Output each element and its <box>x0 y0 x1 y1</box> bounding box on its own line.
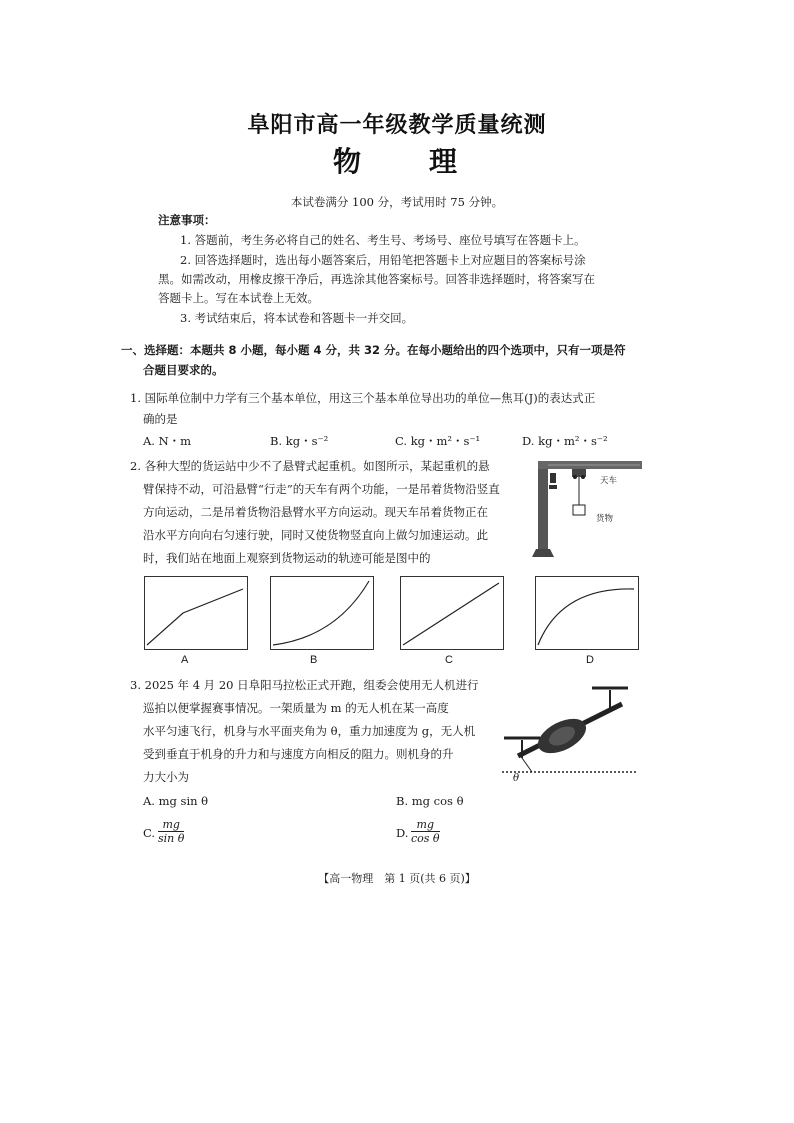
trajectory-graph-a <box>144 576 248 650</box>
q2-stem-line-2: 臂保持不动，可沿悬臂“行走”的天车有两个功能，一是吊着货物沿竖直 <box>143 482 500 496</box>
crane-label-cargo: 货物 <box>596 513 614 523</box>
q1-option-b: B. kg・s⁻² <box>270 434 329 448</box>
crane-figure <box>528 455 648 560</box>
exam-title: 阜阳市高一年级教学质量统测 <box>247 113 547 138</box>
q3-stem-line-3: 水平匀速飞行，机身与水平面夹角为 θ，重力加速度为 g，无人机 <box>143 724 476 738</box>
section-1-heading-line-1: 一、选择题：本题共 8 小题，每小题 4 分，共 32 分。在每小题给出的四个选项中，只有一项是符 <box>121 343 626 357</box>
notice-item-2-line-1: 2. 回答选择题时，选出每小题答案后，用铅笔把答题卡上对应题目的答案标号涂 <box>180 253 586 267</box>
q3-option-d-fraction <box>411 818 440 845</box>
q3-option-a: A. mg sin θ <box>143 794 209 808</box>
drone-figure <box>492 680 642 780</box>
q3-option-c-numerator: mg <box>158 818 184 832</box>
q2-stem-line-3: 方向运动，二是吊着货物沿悬臂水平方向运动。现天车吊着货物正在 <box>143 505 488 519</box>
q1-stem-line-1: 1. 国际单位制中力学有三个基本单位，用这三个基本单位导出功的单位—焦耳(J)的表达式正 <box>130 391 596 405</box>
q3-stem-line-4: 受到垂直于机身的升力和与速度方向相反的阻力。则机身的升 <box>143 747 454 761</box>
graph-label-c: C <box>445 654 453 666</box>
q1-option-a: A. N・m <box>143 434 192 448</box>
q3-option-b: B. mg cos θ <box>396 794 464 808</box>
q3-stem-line-2: 巡拍以便掌握赛事情况。一架质量为 m 的无人机在某一高度 <box>143 701 449 715</box>
section-1-heading-line-2: 合题目要求的。 <box>143 363 224 377</box>
q3-option-d-denominator: cos θ <box>411 832 440 845</box>
graph-label-a: A <box>181 654 189 666</box>
q3-stem-line-1: 3. 2025 年 4 月 20 日阜阳马拉松正式开跑，组委会使用无人机进行 <box>130 678 479 692</box>
q3-option-d-numerator: mg <box>411 818 440 832</box>
notice-item-1: 1. 答题前，考生务必将自己的姓名、考生号、考场号、座位号填写在答题卡上。 <box>180 233 586 247</box>
graph-label-d: D <box>586 654 594 666</box>
drone-angle-label: θ <box>513 773 520 784</box>
graph-label-b: B <box>310 654 318 666</box>
trajectory-graph-b <box>270 576 374 650</box>
trajectory-graph-d <box>535 576 639 650</box>
q3-option-c-fraction <box>158 818 184 845</box>
notice-item-2-line-2: 黑。如需改动，用橡皮擦干净后，再选涂其他答案标号。回答非选择题时，将答案写在 <box>158 272 595 286</box>
q1-option-c: C. kg・m²・s⁻¹ <box>395 434 481 448</box>
q2-stem-line-5: 时，我们站在地面上观察到货物运动的轨迹可能是图中的 <box>143 551 431 565</box>
notice-item-3: 3. 考试结束后，将本试卷和答题卡一并交回。 <box>180 311 414 325</box>
crane-label-trolley: 天车 <box>600 475 618 485</box>
q3-option-c-denominator: sin θ <box>158 832 185 845</box>
trajectory-curve-a <box>147 589 243 645</box>
exam-info: 本试卷满分 100 分，考试用时 75 分钟。 <box>290 195 504 209</box>
trajectory-curve-c <box>403 583 499 645</box>
q3-stem-line-5: 力大小为 <box>143 770 189 784</box>
trajectory-graph-c <box>400 576 504 650</box>
q2-stem-line-4: 沿水平方向向右匀速行驶，同时又使货物竖直向上做匀加速运动。此 <box>143 528 488 542</box>
trajectory-curve-b <box>273 581 369 645</box>
page-footer: 【高一物理 第 1 页(共 6 页)】 <box>318 872 476 885</box>
notice-item-2-line-3: 答题卡上。写在本试卷上无效。 <box>158 291 319 305</box>
q1-stem-line-2: 确的是 <box>143 412 178 426</box>
q1-option-d: D. kg・m²・s⁻² <box>522 434 608 448</box>
q2-stem-line-1: 2. 各种大型的货运站中少不了悬臂式起重机。如图所示，某起重机的悬 <box>130 459 490 473</box>
subject-title: 物 理 <box>332 145 461 178</box>
q3-option-d-label: D. <box>396 826 409 840</box>
notice-heading: 注意事项： <box>158 213 216 227</box>
q3-option-c-label: C. <box>143 826 156 840</box>
trajectory-curve-d <box>538 589 634 645</box>
